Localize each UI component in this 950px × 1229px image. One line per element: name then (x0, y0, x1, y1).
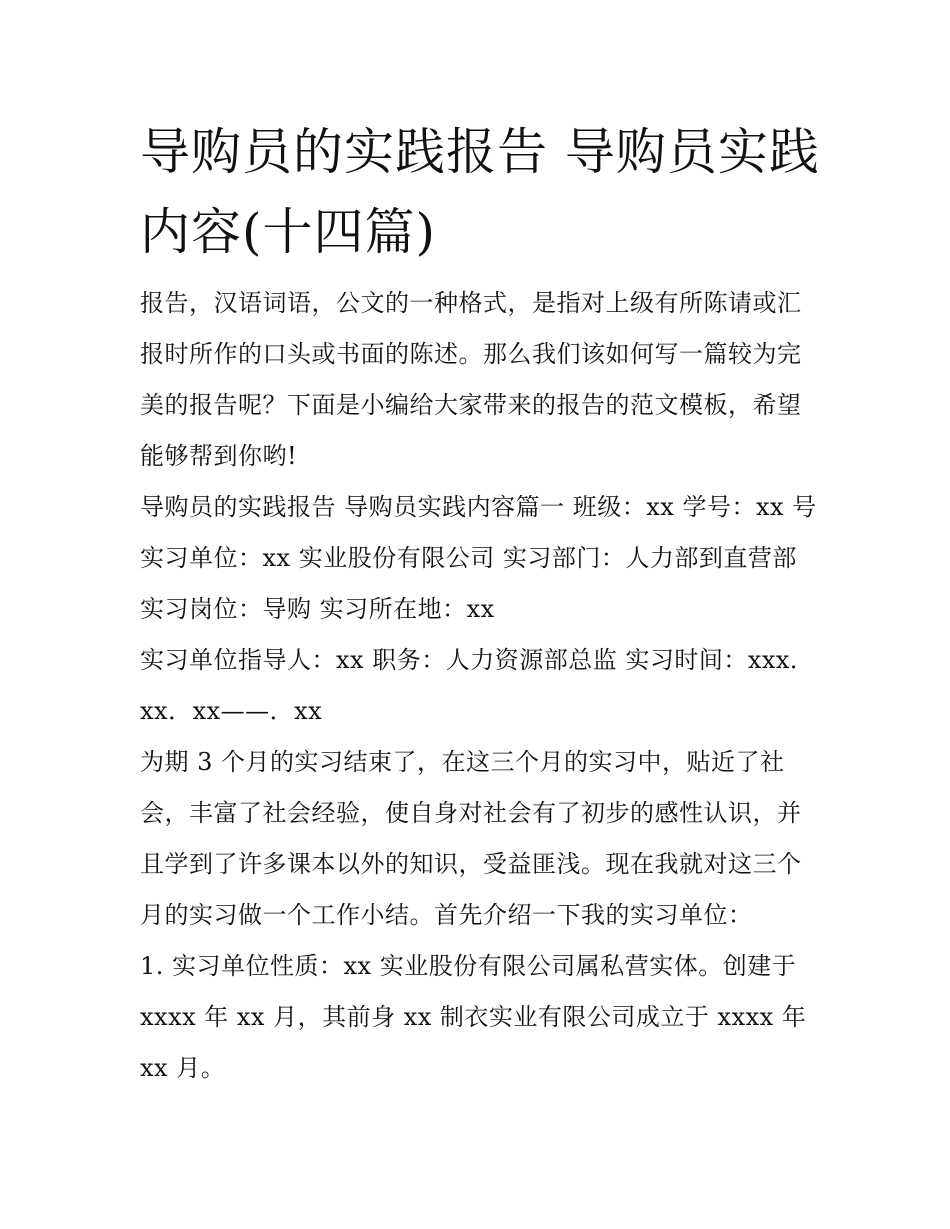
summary-paragraph: 为期 3 个月的实习结束了，在这三个月的实习中，贴近了社会，丰富了社会经验，使自身对社会有了初步的感性认识，并且学到了许多课本以外的知识，受益匪浅。现在我就对这三个月的实习做一个工作小结。首先介绍一下我的实习单位： (140, 748, 802, 929)
document-title: 导购员的实践报告 导购员实践内容(十四篇) (140, 123, 820, 261)
intro-paragraph: 报告，汉语词语，公文的一种格式，是指对上级有所陈请或汇报时所作的口头或书面的陈述。那么我们该如何写一篇较为完美的报告呢？下面是小编给大家带来的报告的范文模板，希望能够帮到你哟! (140, 289, 802, 470)
company-nature-paragraph: 1. 实习单位性质：xx 实业股份有限公司属私营实体。创建于 xxxx 年 xx 月，其前身 xx 制衣实业有限公司成立于 xxxx 年 xx 月。 (140, 952, 807, 1082)
report-header-info: 导购员的实践报告 导购员实践内容篇一 班级：xx 学号：xx 号 实习单位：xx 实业股份有限公司 实习部门：人力部到直营部 实习岗位：导购 实习所在地：xx (140, 493, 817, 623)
document-page (140, 112, 820, 1094)
supervisor-info: 实习单位指导人：xx 职务：人力资源部总监 实习时间：xxx．xx．xx——．xx (140, 646, 815, 725)
